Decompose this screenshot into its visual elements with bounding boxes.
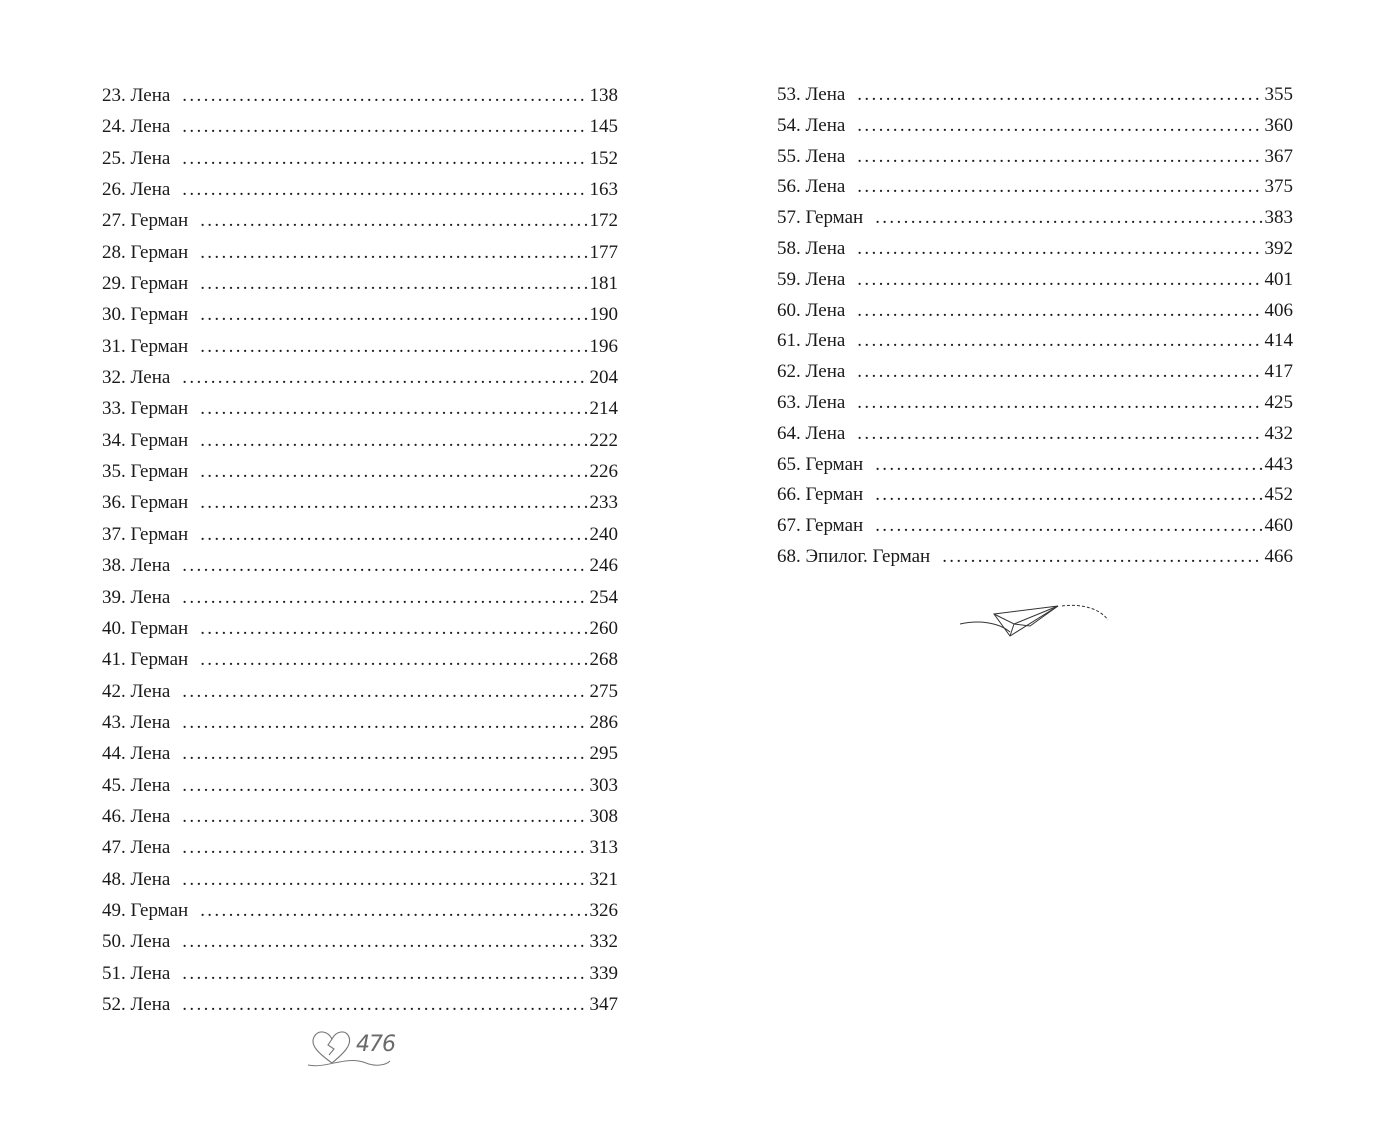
toc-dot-leader xyxy=(200,613,587,644)
toc-entry-title: 27. Герман xyxy=(102,210,189,232)
toc-entry-page: 214 xyxy=(589,398,618,420)
toc-entry-title: 44. Лена xyxy=(102,743,171,765)
toc-entry xyxy=(102,644,618,675)
toc-entry-title: 33. Герман xyxy=(102,398,189,420)
toc-entry xyxy=(102,550,618,581)
toc-entry-page: 392 xyxy=(1264,237,1293,259)
toc-entry-page: 246 xyxy=(589,555,618,577)
toc-entry-page: 268 xyxy=(589,649,618,671)
toc-entry-page: 326 xyxy=(589,899,618,921)
toc-entry-page: 181 xyxy=(589,273,618,295)
toc-dot-leader xyxy=(857,142,1262,173)
toc-dot-leader xyxy=(200,487,587,518)
toc-entry xyxy=(777,234,1293,265)
toc-dot-leader xyxy=(182,174,587,205)
toc-entry-page: 443 xyxy=(1264,453,1293,475)
toc-dot-leader xyxy=(857,80,1262,111)
toc-entry xyxy=(102,299,618,330)
toc-entry-page: 152 xyxy=(589,147,618,169)
toc-entry-title: 45. Лена xyxy=(102,774,171,796)
toc-entry-title: 67. Герман xyxy=(777,515,864,537)
toc-entry-page: 275 xyxy=(589,680,618,702)
toc-entry-title: 60. Лена xyxy=(777,299,846,321)
toc-entry xyxy=(102,393,618,424)
toc-dot-leader xyxy=(182,958,587,989)
toc-entry-title: 55. Лена xyxy=(777,145,846,167)
toc-dot-leader xyxy=(182,582,587,613)
toc-entry-page: 452 xyxy=(1264,484,1293,506)
toc-dot-leader xyxy=(182,707,587,738)
toc-entry-page: 360 xyxy=(1264,114,1293,136)
toc-dot-leader xyxy=(875,480,1262,511)
toc-entry-title: 42. Лена xyxy=(102,680,171,702)
toc-dot-leader xyxy=(875,511,1262,542)
toc-entry-page: 222 xyxy=(589,429,618,451)
toc-entry-page: 313 xyxy=(589,837,618,859)
toc-entry-title: 65. Герман xyxy=(777,453,864,475)
toc-entry xyxy=(102,832,618,863)
toc-entry-title: 38. Лена xyxy=(102,555,171,577)
toc-entry xyxy=(102,958,618,989)
toc-entry-page: 375 xyxy=(1264,176,1293,198)
toc-entry-title: 59. Лена xyxy=(777,268,846,290)
toc-entry-title: 58. Лена xyxy=(777,237,846,259)
toc-dot-leader xyxy=(200,425,587,456)
toc-entry-page: 432 xyxy=(1264,422,1293,444)
toc-entry xyxy=(102,864,618,895)
toc-dot-leader xyxy=(857,296,1262,327)
toc-entry-title: 24. Лена xyxy=(102,116,171,138)
toc-entry xyxy=(102,143,618,174)
toc-entry xyxy=(102,519,618,550)
toc-entry-page: 425 xyxy=(1264,391,1293,413)
toc-entry-title: 56. Лена xyxy=(777,176,846,198)
toc-entry-page: 321 xyxy=(589,868,618,890)
toc-entry-title: 53. Лена xyxy=(777,84,846,105)
toc-entry-title: 64. Лена xyxy=(777,422,846,444)
toc-dot-leader xyxy=(182,926,587,957)
toc-entry-title: 46. Лена xyxy=(102,805,171,827)
toc-entry-title: 48. Лена xyxy=(102,868,171,890)
toc-entry-title: 29. Герман xyxy=(102,273,189,295)
toc-entry-title: 31. Герман xyxy=(102,335,189,357)
toc-entry-page: 417 xyxy=(1264,361,1293,383)
toc-entry-page: 204 xyxy=(589,367,618,389)
toc-dot-leader xyxy=(200,456,587,487)
paper-plane-icon xyxy=(958,598,1112,644)
toc-entry-page: 254 xyxy=(589,586,618,608)
toc-entry xyxy=(777,203,1293,234)
toc-entry xyxy=(102,425,618,456)
toc-entry-title: 63. Лена xyxy=(777,391,846,413)
toc-dot-leader xyxy=(857,172,1262,203)
toc-entry xyxy=(777,480,1293,511)
toc-entry xyxy=(777,111,1293,142)
toc-entry-title: 66. Герман xyxy=(777,484,864,506)
toc-entry-page: 196 xyxy=(589,335,618,357)
toc-dot-leader xyxy=(200,895,587,926)
toc-entry-page: 145 xyxy=(589,116,618,138)
toc-entry xyxy=(102,801,618,832)
toc-entry-page: 226 xyxy=(589,461,618,483)
toc-entry xyxy=(777,296,1293,327)
toc-entry-page: 466 xyxy=(1264,545,1293,567)
toc-entry xyxy=(777,357,1293,388)
toc-entry-page: 163 xyxy=(589,179,618,201)
toc-entry xyxy=(102,707,618,738)
toc-entry-title: 43. Лена xyxy=(102,711,171,733)
toc-entry xyxy=(777,388,1293,419)
toc-entry-title: 41. Герман xyxy=(102,649,189,671)
toc-dot-leader xyxy=(857,326,1262,357)
toc-dot-leader xyxy=(942,542,1262,573)
toc-dot-leader xyxy=(857,357,1262,388)
toc-dot-leader xyxy=(875,450,1262,481)
toc-entry-title: 62. Лена xyxy=(777,361,846,383)
toc-entry-title: 50. Лена xyxy=(102,931,171,953)
toc-entry xyxy=(777,542,1293,573)
toc-entry xyxy=(102,111,618,142)
page-number: 476 xyxy=(356,1032,395,1057)
toc-dot-leader xyxy=(200,644,587,675)
toc-dot-leader xyxy=(182,864,587,895)
toc-entry-page: 295 xyxy=(589,743,618,765)
toc-dot-leader xyxy=(182,832,587,863)
toc-entry-page: 347 xyxy=(589,993,618,1015)
toc-entry xyxy=(102,456,618,487)
toc-entry xyxy=(102,895,618,926)
toc-entry xyxy=(102,613,618,644)
toc-dot-leader xyxy=(857,111,1262,142)
toc-entry-page: 260 xyxy=(589,617,618,639)
toc-entry xyxy=(102,205,618,236)
toc-dot-leader xyxy=(875,203,1262,234)
toc-entry-page: 367 xyxy=(1264,145,1293,167)
toc-entry xyxy=(102,331,618,362)
toc-entry xyxy=(102,487,618,518)
toc-entry-page: 303 xyxy=(589,774,618,796)
toc-entry xyxy=(777,80,1293,111)
toc-dot-leader xyxy=(200,299,587,330)
toc-entry xyxy=(102,989,618,1020)
toc-dot-leader xyxy=(182,550,587,581)
toc-entry xyxy=(102,770,618,801)
toc-entry xyxy=(102,80,618,111)
toc-dot-leader xyxy=(857,265,1262,296)
toc-entry-page: 406 xyxy=(1264,299,1293,321)
toc-entry-page: 332 xyxy=(589,931,618,953)
toc-entry xyxy=(102,174,618,205)
toc-dot-leader xyxy=(200,393,587,424)
toc-entry-page: 383 xyxy=(1264,207,1293,229)
toc-entry-title: 30. Герман xyxy=(102,304,189,326)
toc-entry xyxy=(777,326,1293,357)
toc-dot-leader xyxy=(200,519,587,550)
toc-dot-leader xyxy=(857,388,1262,419)
toc-dot-leader xyxy=(182,770,587,801)
toc-entry xyxy=(102,738,618,769)
toc-dot-leader xyxy=(857,419,1262,450)
toc-dot-leader xyxy=(182,738,587,769)
toc-entry xyxy=(102,582,618,613)
toc-entry-page: 172 xyxy=(589,210,618,232)
toc-entry-page: 190 xyxy=(589,304,618,326)
toc-entry-title: 49. Герман xyxy=(102,899,189,921)
toc-right-column xyxy=(777,80,1293,573)
toc-entry-page: 355 xyxy=(1264,84,1293,105)
toc-dot-leader xyxy=(182,80,587,111)
toc-entry xyxy=(777,419,1293,450)
toc-entry-page: 401 xyxy=(1264,268,1293,290)
toc-dot-leader xyxy=(182,143,587,174)
toc-dot-leader xyxy=(200,268,587,299)
toc-entry-title: 61. Лена xyxy=(777,330,846,352)
toc-entry xyxy=(102,926,618,957)
toc-entry-page: 308 xyxy=(589,805,618,827)
toc-entry-title: 32. Лена xyxy=(102,367,171,389)
toc-dot-leader xyxy=(182,801,587,832)
toc-entry-title: 23. Лена xyxy=(102,85,171,106)
toc-entry-page: 286 xyxy=(589,711,618,733)
toc-entry-title: 26. Лена xyxy=(102,179,171,201)
toc-entry xyxy=(777,172,1293,203)
toc-entry xyxy=(777,450,1293,481)
toc-entry-page: 138 xyxy=(589,85,618,106)
toc-entry-page: 460 xyxy=(1264,515,1293,537)
toc-entry-page: 177 xyxy=(589,241,618,263)
toc-dot-leader xyxy=(182,362,587,393)
toc-dot-leader xyxy=(182,676,587,707)
toc-entry-title: 52. Лена xyxy=(102,993,171,1015)
toc-entry xyxy=(102,237,618,268)
toc-entry-page: 240 xyxy=(589,523,618,545)
toc-entry-title: 40. Герман xyxy=(102,617,189,639)
toc-entry-title: 39. Лена xyxy=(102,586,171,608)
toc-entry xyxy=(777,511,1293,542)
toc-entry-title: 28. Герман xyxy=(102,241,189,263)
toc-dot-leader xyxy=(200,237,587,268)
toc-left-column xyxy=(102,80,618,1020)
toc-entry-page: 339 xyxy=(589,962,618,984)
toc-entry-title: 25. Лена xyxy=(102,147,171,169)
toc-entry-title: 36. Герман xyxy=(102,492,189,514)
toc-dot-leader xyxy=(200,205,587,236)
toc-entry-title: 47. Лена xyxy=(102,837,171,859)
toc-entry-title: 37. Герман xyxy=(102,523,189,545)
toc-entry xyxy=(102,676,618,707)
toc-entry xyxy=(777,265,1293,296)
toc-entry-title: 51. Лена xyxy=(102,962,171,984)
toc-dot-leader xyxy=(200,331,587,362)
toc-dot-leader xyxy=(182,989,587,1020)
toc-entry xyxy=(102,268,618,299)
toc-entry-title: 34. Герман xyxy=(102,429,189,451)
toc-entry-title: 68. Эпилог. Герман xyxy=(777,545,931,567)
toc-entry-title: 57. Герман xyxy=(777,207,864,229)
toc-entry-page: 414 xyxy=(1264,330,1293,352)
toc-dot-leader xyxy=(182,111,587,142)
toc-entry xyxy=(102,362,618,393)
toc-entry-page: 233 xyxy=(589,492,618,514)
toc-entry-title: 54. Лена xyxy=(777,114,846,136)
toc-entry-title: 35. Герман xyxy=(102,461,189,483)
toc-dot-leader xyxy=(857,234,1262,265)
toc-entry xyxy=(777,142,1293,173)
